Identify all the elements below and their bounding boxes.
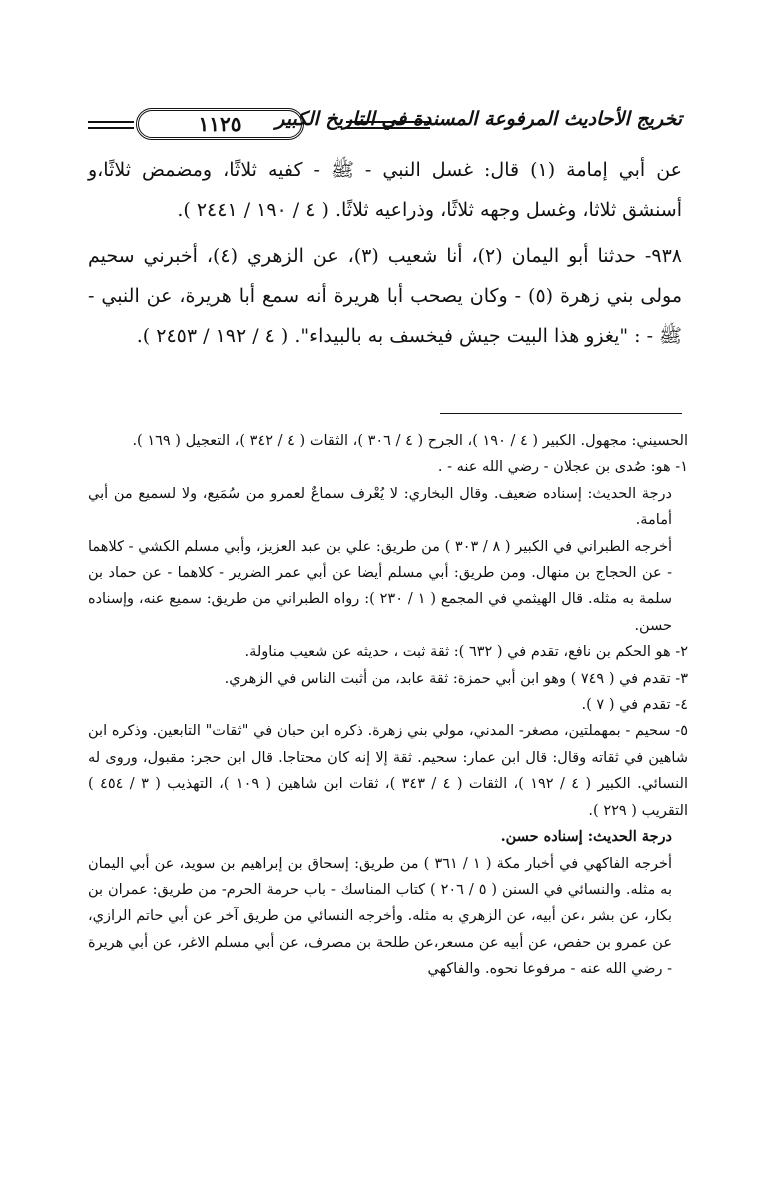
main-paragraph: عن أبي إمامة (١) قال: غسل النبي - ﷺ - كفيه ثلاثًا، ومضمض ثلاثًا،و أسنشق ثلاثا، وغسل وجهه ثلاثًا، وذراعيه ثلاثًا. ( ٤ / ١٩٠ / ٢٤٤١ ). [88,159,682,221]
main-text [88,150,682,356]
header-rule [346,121,430,129]
footnote-5-takhrij: أخرجه الفاكهي في أخبار مكة ( ١ / ٣٦١ ) من طريق: إسحاق بن إبراهيم بن سويد، عن أبي اليمان به مثله. والنسائي في السنن ( ٥ / ٢٠٦ ) كتاب المناسك - باب حرمة الحرم- من طريق: عمران بن بكار، عن بشر ،عن أبيه، عن الزهري به مثله. وأخرجه النسائي من طريق آخر عن أبي حاتم الرازي، عن عمرو بن حفص، عن أبيه عن مسعر،عن طلحة بن مصرف، عن أبي مسلم الاغر، عن أبي هريرة - رضي الله عنه - مرفوعا نحوه. والفاكهي [88,855,672,978]
footnote-1-takhrij: أخرجه الطبراني في الكبير ( ٨ / ٣٠٣ ) من طريق: علي بن عبد العزيز، وأبي مسلم الكشي - كلاهما - عن الحجاج بن منهال. ومن طريق: أبي مسلم أيضا عن أبي عمر الضرير - كلاهما - عن حماد بن سلمة به مثله. قال الهيثمي في المجمع ( ١ / ٢٣٠ ): رواه الطبراني من طريق: سميع عنه، وإسناده حسن. [88,538,673,634]
footnotes [88,428,688,983]
footnote-separator [440,413,682,414]
footnote-5-grade: درجة الحديث: إسناده حسن. [500,828,672,846]
footnote-1: ١- هو: صُدى بن عجلان - رضي الله عنه - . [437,459,688,476]
footnote-continuation: الحسيني: مجهول. الكبير ( ٤ / ١٩٠ )، الجرح ( ٤ / ٣٠٦ )، الثقات ( ٤ / ٣٤٢ )، التعجيل ( ١٦٩ ). [132,433,688,449]
footnote-5: ٥- سحيم - بمهملتين، مصغر- المدني، مولي بني زهرة. ذكره ابن حبان في "ثقات" التابعين. وذكره ابن شاهين في ثقاته وقال: قال ابن عمار: سحيم. ثقة إلا إنه كان محتاجا. قال ابن حجر: مقبول، وروى له النسائي. الكبير ( ٤ / ١٩٢ )، الثقات ( ٤ / ٣٤٣ )، ثقات ابن شاهين ( ١٠٩ )، التهذيب ( ٣ / ٤٥٤ ) التقريب ( ٢٢٩ ). [88,723,688,819]
header-title: تخريج الأحاديث المرفوعة المسندة في التاريخ الكبير [275,108,682,130]
hadith-938: ٩٣٨- حدثنا أبو اليمان (٢)، أنا شعيب (٣)، عن الزهري (٤)، أخبرني سحيم مولى بني زهرة (٥) - وكان يصحب أبا هريرة أنه سمع أبا هريرة، عن النبي - ﷺ - : "يغزو هذا البيت جيش فيخسف به بالبيداء". ( ٤ / ١٩٢ / ٢٤٥٣ ). [88,245,682,347]
footnote-4: ٤- تقدم في ( ٧ ). [581,697,688,714]
footnote-3: ٣- تقدم في ( ٧٤٩ ) وهو ابن أبي حمزة: ثقة عابد، من أثبت الناس في الزهري. [224,670,688,687]
footnote-1-grade: درجة الحديث: إسناده ضعيف. وقال البخاري: لا يُعْرف سماعٌ لعمرو من سُمَيع، ولا لسميع من أبي أمامة. [88,485,672,529]
running-header [88,104,682,148]
header-rule-left [88,121,134,129]
page-number-badge: ١١٢٥ [136,108,304,140]
footnote-2: ٢- هو الحكم بن نافع، تقدم في ( ٦٣٢ ): ثقة ثبت ، حديثه عن شعيب مناولة. [244,644,688,661]
